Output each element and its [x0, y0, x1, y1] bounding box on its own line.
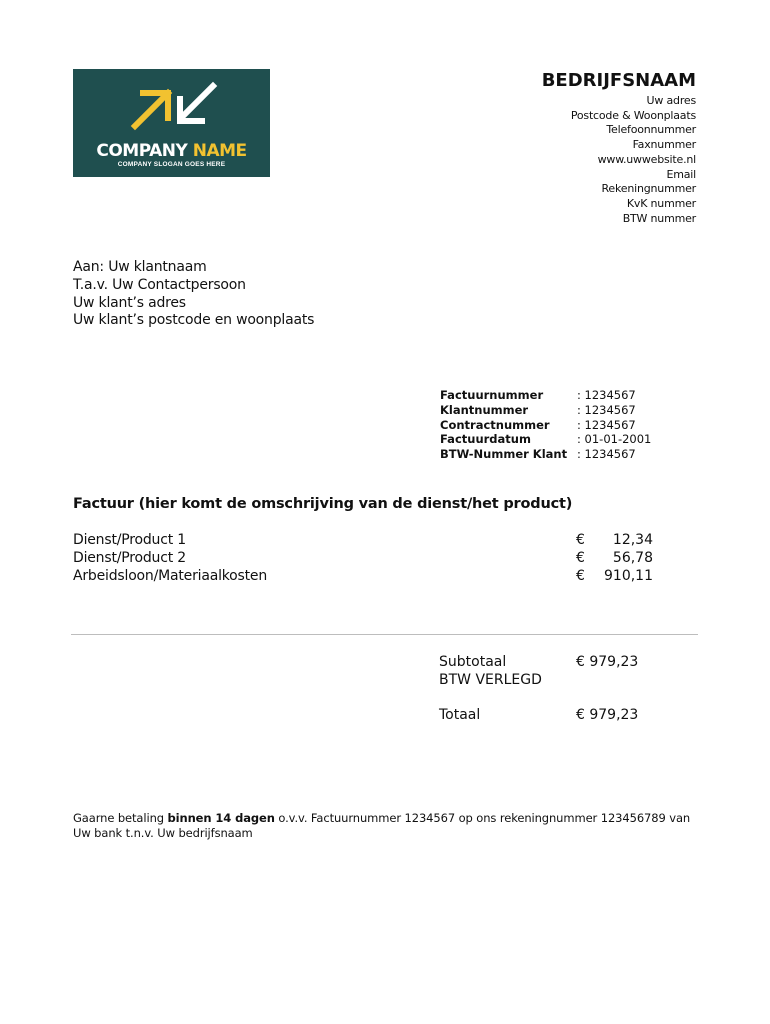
meta-row [440, 403, 651, 418]
meta-row [440, 388, 651, 403]
item-currency: € [576, 567, 585, 584]
company-account: Rekeningnummer [601, 182, 696, 196]
subtotal-label: Subtotaal [439, 654, 507, 670]
payment-term: binnen 14 dagen [167, 811, 275, 825]
company-vat: BTW nummer [622, 211, 696, 225]
company-fax: Faxnummer [632, 138, 696, 152]
total-row [439, 706, 659, 724]
payment-note [73, 811, 703, 841]
meta-row [440, 432, 651, 447]
vat-label: BTW VERLEGD [439, 672, 542, 688]
company-email: Email [666, 167, 696, 181]
invoice-meta [440, 388, 651, 462]
item-amount: 56,78 [612, 549, 653, 566]
item-currency: € [576, 532, 585, 548]
item-description: Arbeidsloon/Materiaalkosten [73, 567, 268, 584]
recipient-block [73, 259, 314, 330]
company-website: www.uwwebsite.nl [597, 152, 696, 166]
item-description: Dienst/Product 2 [73, 549, 186, 566]
meta-value: : 1234567 [577, 402, 636, 417]
meta-label: Klantnummer [440, 402, 529, 417]
item-description: Dienst/Product 1 [73, 532, 186, 548]
recipient-address: Uw klant’s adres [73, 294, 186, 311]
meta-row [440, 418, 651, 433]
subtotal-row [439, 653, 659, 671]
vat-row [439, 671, 659, 689]
company-postcode: Postcode & Woonplaats [570, 108, 696, 122]
logo-slogan: COMPANY SLOGAN GOES HERE [117, 161, 226, 168]
logo-name-part1: COMPANY [96, 141, 188, 161]
meta-label: Contractnummer [440, 417, 550, 432]
line-item [73, 568, 653, 586]
meta-label: BTW-Nummer Klant [440, 447, 568, 462]
recipient-contact: T.a.v. Uw Contactpersoon [73, 276, 246, 293]
subtotal-value: € 979,23 [576, 654, 639, 670]
company-name: BEDRIJFSNAAM [541, 70, 696, 91]
line-item [73, 532, 653, 550]
meta-value: : 1234567 [577, 417, 636, 432]
divider [71, 634, 698, 635]
item-amount: 910,11 [604, 567, 653, 584]
recipient-name: Aan: Uw klantnaam [73, 259, 207, 275]
total-value: € 979,23 [576, 707, 639, 723]
item-amount: 12,34 [612, 532, 653, 548]
totals-block [439, 653, 659, 724]
payment-suffix: o.v.v. Factuurnummer 1234567 op ons rekeningnummer 123456789 van Uw bank t.n.v. Uw bedrijfsnaam [73, 811, 691, 840]
meta-row [440, 447, 651, 462]
meta-value: : 1234567 [577, 388, 636, 402]
company-phone: Telefoonnummer [606, 123, 696, 137]
payment-prefix: Gaarne betaling [73, 811, 168, 825]
company-kvk: KvK nummer [626, 196, 696, 210]
item-currency: € [576, 549, 585, 566]
line-items [73, 532, 653, 585]
meta-label: Factuurdatum [440, 432, 531, 447]
meta-value: : 1234567 [577, 447, 636, 462]
company-address: Uw adres [646, 94, 696, 107]
invoice-heading: Factuur (hier komt de omschrijving van de dienst/het product) [73, 496, 573, 512]
meta-label: Factuurnummer [440, 388, 544, 402]
logo-company-name [73, 141, 270, 161]
company-logo [73, 69, 270, 177]
total-label: Totaal [439, 707, 481, 723]
line-item [73, 550, 653, 568]
recipient-postcode: Uw klant’s postcode en woonplaats [73, 312, 315, 329]
company-info [542, 70, 696, 226]
meta-value: : 01-01-2001 [577, 432, 652, 447]
logo-name-part2: NAME [192, 141, 247, 161]
